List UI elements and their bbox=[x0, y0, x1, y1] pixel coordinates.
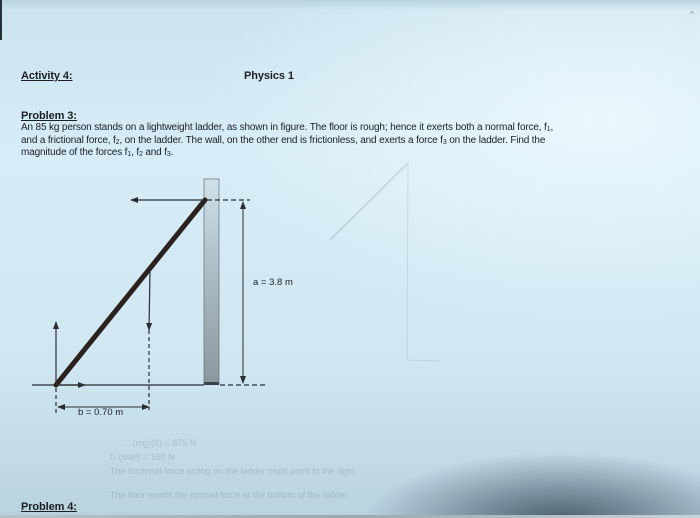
dimension-b-label: b = 0.70 m bbox=[78, 407, 124, 418]
problem-4-title: Problem 4: bbox=[21, 501, 77, 513]
statement-line-3: magnitude of the forces $f_1$, $f_2$ and $f_3$. bbox=[21, 147, 174, 158]
wall bbox=[204, 179, 219, 384]
bleed-through-text-1: ...(mg)(b) = 875 N bbox=[125, 438, 197, 448]
bleed-through-text-3: The frictional force acting on the ladder must point to the right. bbox=[110, 466, 358, 476]
dimension-a-label: a = 3.8 m bbox=[253, 277, 293, 288]
bleed-through-figure bbox=[330, 163, 440, 361]
statement-line-1: An 85 kg person stands on a lightweight ladder, as shown in figure. The floor is rough; hence it exerts both a normal force, $f_1$, bbox=[21, 122, 554, 133]
corner-mark: ^ bbox=[690, 10, 694, 19]
ladder bbox=[56, 200, 205, 385]
problem-3-title: Problem 3: bbox=[21, 110, 77, 122]
subject-heading: Physics 1 bbox=[244, 70, 294, 82]
bleed-through-text-4: The floor exerts the normal force at the bottom of the ladder. bbox=[110, 490, 350, 500]
activity-heading: Activity 4: bbox=[21, 70, 73, 82]
weight-force-arrow bbox=[149, 270, 150, 330]
bleed-through-text-2: f₃ (wall) = 160 N bbox=[110, 452, 175, 462]
statement-line-2: and a frictional force, $f_2$, on the ladder. The wall, on the other end is frictionless, and exerts a force $f_3$ on the ladder. Find the bbox=[21, 134, 546, 146]
